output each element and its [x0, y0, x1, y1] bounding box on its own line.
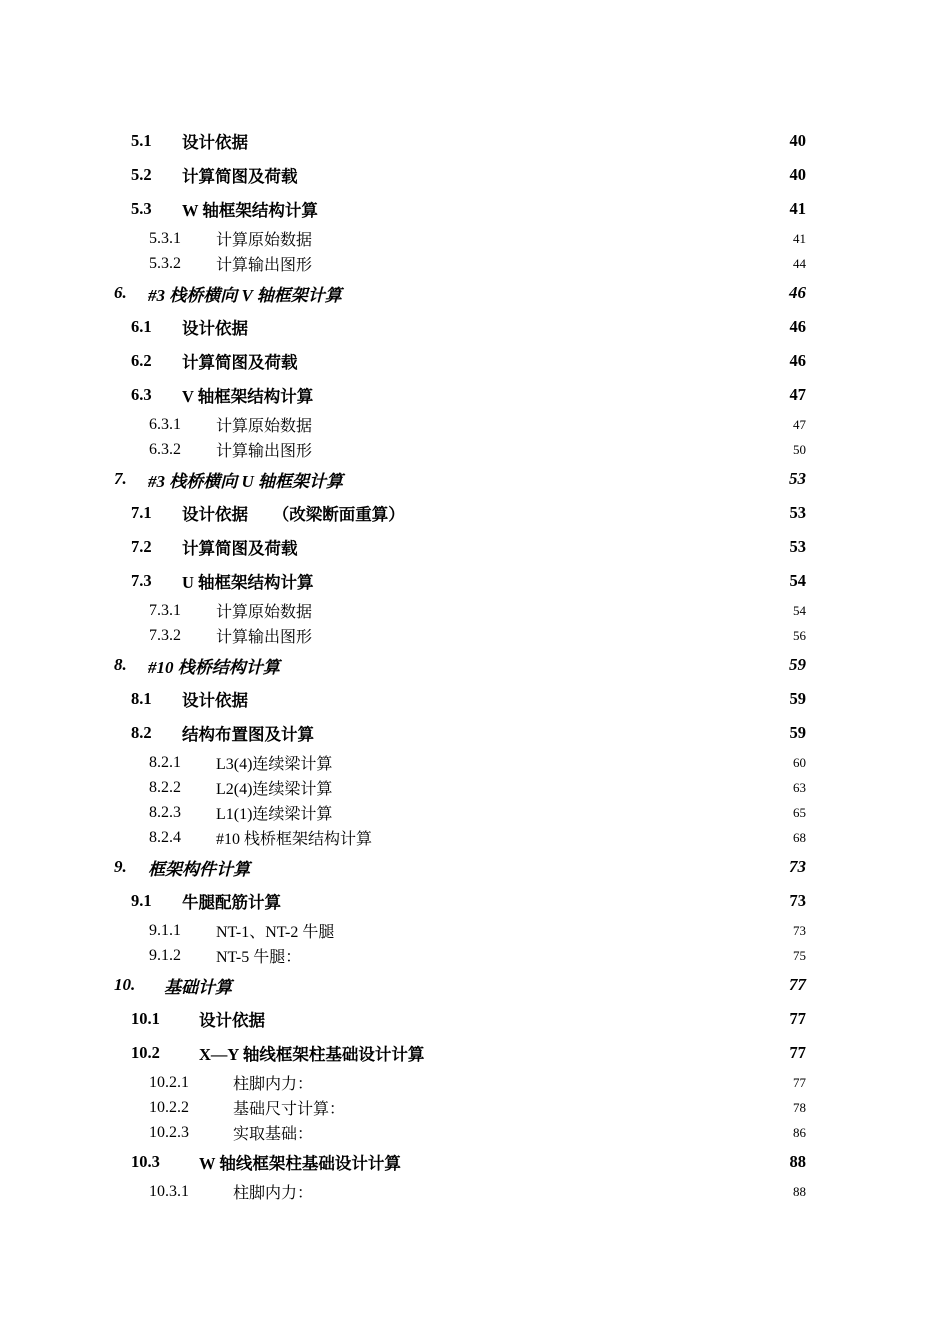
toc-entry-page: 46 — [789, 317, 806, 336]
toc-entry-page: 56 — [793, 627, 806, 643]
toc-entry-page: 78 — [793, 1099, 806, 1115]
toc-entry-title: 结构布置图及计算 — [182, 725, 314, 744]
toc-entry-page: 59 — [789, 655, 806, 674]
toc-entry-number: 10.3.1 — [149, 1182, 189, 1200]
toc-entry-number: 8.1 — [131, 689, 152, 708]
toc-entry-number: 8.2.3 — [149, 803, 181, 821]
table-of-contents — [114, 124, 806, 1204]
toc-entry-page: 46 — [789, 351, 806, 370]
toc-entry-number: 6.2 — [131, 351, 152, 370]
toc-entry[interactable] — [114, 496, 806, 530]
toc-entry-number: 6.3.2 — [149, 440, 181, 458]
toc-entry-number: 8.2.1 — [149, 753, 181, 771]
toc-entry[interactable] — [114, 716, 806, 750]
toc-entry[interactable] — [114, 344, 806, 378]
toc-entry-page: 41 — [789, 199, 806, 218]
toc-entry-page: 68 — [793, 829, 806, 845]
toc-entry-title: 计算简图及荷载 — [182, 353, 298, 372]
toc-entry-title: 计算输出图形 — [216, 443, 313, 460]
toc-entry-number: 6.1 — [131, 317, 152, 336]
toc-entry-number: 5.3.1 — [149, 229, 181, 247]
toc-entry-number: 10. — [114, 975, 136, 994]
toc-entry[interactable] — [114, 124, 806, 158]
toc-entry-page: 77 — [789, 1043, 806, 1062]
toc-entry[interactable] — [114, 251, 806, 276]
toc-entry-title: 计算原始数据 — [216, 604, 313, 621]
toc-entry-page: 50 — [793, 441, 806, 457]
toc-entry[interactable] — [114, 437, 806, 462]
toc-entry-title: 设计依据 — [199, 1011, 265, 1030]
toc-entry-number: 5.2 — [131, 165, 152, 184]
toc-entry-page: 53 — [789, 469, 806, 488]
toc-entry-title: 计算简图及荷载 — [182, 539, 298, 558]
toc-entry[interactable] — [114, 800, 806, 825]
toc-entry-title: 实取基础： — [233, 1126, 314, 1143]
toc-entry[interactable] — [114, 1145, 806, 1179]
toc-entry-title: 基础尺寸计算： — [233, 1101, 346, 1118]
toc-entry-number: 6.3.1 — [149, 415, 181, 433]
toc-entry[interactable] — [114, 850, 806, 884]
toc-entry-page: 53 — [789, 537, 806, 556]
toc-entry-page: 60 — [793, 754, 806, 770]
toc-entry-number: 9. — [114, 857, 127, 876]
toc-entry-number: 8.2.2 — [149, 778, 181, 796]
toc-entry-page: 73 — [793, 922, 806, 938]
toc-entry-number: 7.3.2 — [149, 626, 181, 644]
toc-entry-number: 7.2 — [131, 537, 152, 556]
toc-entry[interactable] — [114, 825, 806, 850]
toc-entry[interactable] — [114, 1095, 806, 1120]
toc-entry-number: 6. — [114, 283, 127, 302]
toc-entry-title: 计算输出图形 — [216, 629, 313, 646]
toc-entry-title: #10 栈桥框架结构计算 — [216, 831, 373, 848]
toc-entry-title: 计算输出图形 — [216, 257, 313, 274]
toc-entry-title: 设计依据 — [182, 133, 248, 152]
toc-entry-number: 5.3 — [131, 199, 152, 218]
toc-entry-number: 7.3.1 — [149, 601, 181, 619]
toc-entry-title: NT-1、NT-2 牛腿 — [216, 924, 335, 941]
toc-entry[interactable] — [114, 564, 806, 598]
toc-entry-page: 65 — [793, 804, 806, 820]
toc-entry-title: W 轴线框架柱基础设计计算 — [199, 1154, 401, 1173]
toc-entry[interactable] — [114, 310, 806, 344]
toc-entry-title: 柱脚内力： — [233, 1185, 314, 1202]
toc-entry[interactable] — [114, 648, 806, 682]
toc-entry-title: #3 栈桥横向 U 轴框架计算 — [148, 471, 344, 491]
toc-entry-page: 88 — [789, 1152, 806, 1171]
toc-entry[interactable] — [114, 750, 806, 775]
toc-entry-number: 10.2 — [131, 1043, 160, 1062]
toc-entry-number: 10.2.2 — [149, 1098, 189, 1116]
toc-entry-number: 8. — [114, 655, 127, 674]
toc-entry[interactable] — [114, 1070, 806, 1095]
toc-entry[interactable] — [114, 918, 806, 943]
toc-entry[interactable] — [114, 968, 806, 1002]
toc-entry-page: 40 — [789, 131, 806, 150]
toc-entry-page: 59 — [789, 689, 806, 708]
toc-entry-number: 10.3 — [131, 1152, 160, 1171]
toc-entry-page: 53 — [789, 503, 806, 522]
toc-entry[interactable] — [114, 943, 806, 968]
toc-entry-number: 10.1 — [131, 1009, 160, 1028]
toc-entry-page: 54 — [793, 602, 806, 618]
toc-entry[interactable] — [114, 192, 806, 226]
toc-entry-title: 设计依据 — [182, 319, 248, 338]
toc-entry[interactable] — [114, 598, 806, 623]
toc-entry[interactable] — [114, 623, 806, 648]
toc-entry-number: 7. — [114, 469, 127, 488]
toc-entry-title: W 轴框架结构计算 — [182, 201, 318, 220]
toc-entry-page: 54 — [789, 571, 806, 590]
toc-entry-title: 框架构件计算 — [148, 859, 250, 879]
toc-entry-page: 77 — [793, 1074, 806, 1090]
toc-entry-title: U 轴框架结构计算 — [182, 573, 314, 592]
toc-entry-title: 计算原始数据 — [216, 418, 313, 435]
toc-entry[interactable] — [114, 412, 806, 437]
toc-entry-page: 47 — [793, 416, 806, 432]
toc-entry-title: 柱脚内力： — [233, 1076, 314, 1093]
toc-entry-title: #3 栈桥横向 V 轴框架计算 — [148, 285, 342, 305]
toc-entry-number: 7.1 — [131, 503, 152, 522]
toc-entry[interactable] — [114, 378, 806, 412]
toc-entry-number: 8.2.4 — [149, 828, 181, 846]
toc-entry-title: L2(4)连续梁计算 — [216, 781, 333, 798]
toc-entry-page: 44 — [793, 255, 806, 271]
toc-entry-number: 9.1.2 — [149, 946, 181, 964]
toc-entry-page: 73 — [789, 891, 806, 910]
toc-entry-page: 41 — [793, 230, 806, 246]
toc-entry-title: NT-5 牛腿： — [216, 949, 302, 966]
toc-entry-title: L1(1)连续梁计算 — [216, 806, 333, 823]
toc-entry[interactable] — [114, 462, 806, 496]
toc-entry-page: 75 — [793, 947, 806, 963]
toc-entry-number: 9.1.1 — [149, 921, 181, 939]
toc-entry-page: 77 — [789, 975, 806, 994]
toc-entry-number: 10.2.3 — [149, 1123, 189, 1141]
toc-entry-title: 计算简图及荷载 — [182, 167, 298, 186]
toc-entry-number: 5.3.2 — [149, 254, 181, 272]
toc-entry[interactable] — [114, 1179, 806, 1204]
toc-entry-page: 73 — [789, 857, 806, 876]
toc-entry[interactable] — [114, 276, 806, 310]
toc-entry-page: 88 — [793, 1183, 806, 1199]
toc-entry-title: 牛腿配筋计算 — [182, 893, 281, 912]
toc-entry-title: V 轴框架结构计算 — [182, 387, 314, 406]
toc-entry-number: 7.3 — [131, 571, 152, 590]
toc-entry[interactable] — [114, 775, 806, 800]
toc-entry[interactable] — [114, 530, 806, 564]
toc-entry-page: 77 — [789, 1009, 806, 1028]
toc-entry-page: 86 — [793, 1124, 806, 1140]
toc-entry-title: 设计依据 — [182, 691, 248, 710]
toc-entry[interactable] — [114, 226, 806, 251]
toc-entry-number: 9.1 — [131, 891, 152, 910]
toc-entry-number: 10.2.1 — [149, 1073, 189, 1091]
toc-entry-page: 47 — [789, 385, 806, 404]
toc-entry-page: 59 — [789, 723, 806, 742]
toc-entry-title: #10 栈桥结构计算 — [148, 657, 280, 677]
toc-entry-page: 40 — [789, 165, 806, 184]
toc-entry-number: 6.3 — [131, 385, 152, 404]
toc-entry[interactable] — [114, 884, 806, 918]
toc-entry[interactable] — [114, 1036, 806, 1070]
toc-entry-title: X—Y 轴线框架柱基础设计计算 — [199, 1045, 425, 1064]
toc-entry-title: 计算原始数据 — [216, 232, 313, 249]
toc-entry-page: 63 — [793, 779, 806, 795]
toc-entry-title: 设计依据 （改梁断面重算） — [182, 505, 405, 524]
toc-entry[interactable] — [114, 1120, 806, 1145]
toc-entry-number: 5.1 — [131, 131, 152, 150]
toc-entry-title: 基础计算 — [164, 977, 232, 997]
toc-entry-title: L3(4)连续梁计算 — [216, 756, 333, 773]
toc-entry-page: 46 — [789, 283, 806, 302]
toc-entry[interactable] — [114, 1002, 806, 1036]
toc-entry-number: 8.2 — [131, 723, 152, 742]
toc-entry[interactable] — [114, 682, 806, 716]
toc-entry[interactable] — [114, 158, 806, 192]
